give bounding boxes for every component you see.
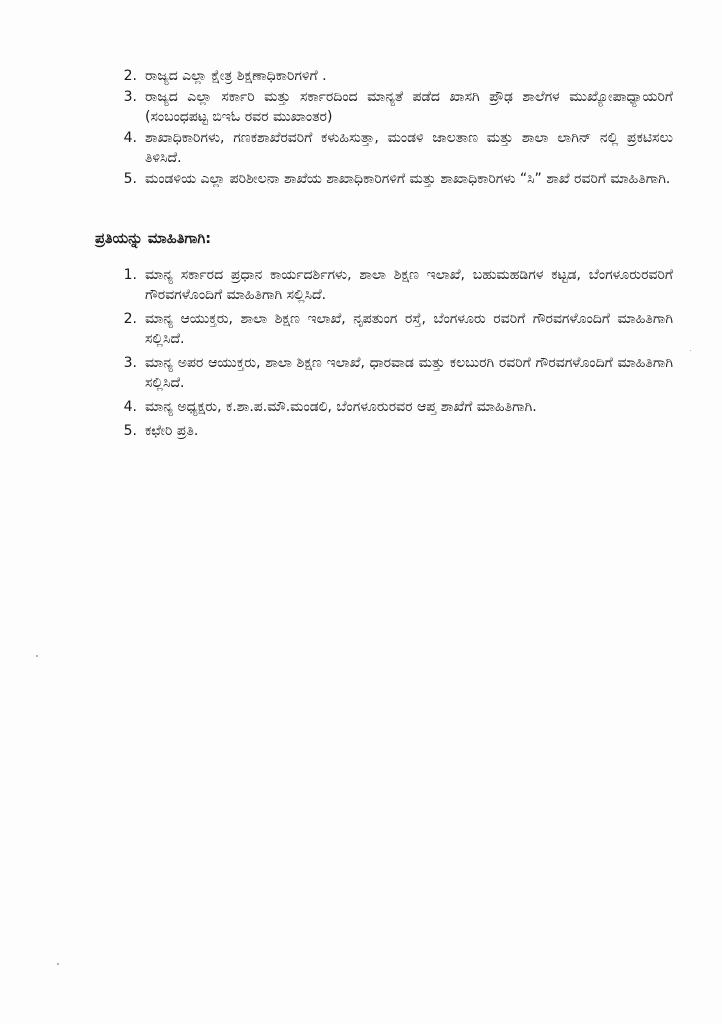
list-item [123, 309, 673, 349]
list-item-text: ಮಾನ್ಯ ಅಪರ ಆಯುಕ್ತರು, ಶಾಲಾ ಶಿಕ್ಷಣ ಇಲಾಖೆ, ಧಾರವಾಡ ಮತ್ತು ಕಲಬುರಗಿ ರವರಿಗೆ ಗೌರವಗಳೊಂದಿಗೆ ಮಾಹಿತಿಗಾಗಿ ಸಲ್ಲಿಸಿದೆ. [145, 355, 673, 391]
list-item-number: 3. [123, 89, 137, 105]
list-item [123, 353, 673, 393]
list-item [123, 421, 673, 441]
copy-list [123, 265, 673, 445]
list-item-number: 2. [123, 311, 137, 327]
list-item-number: 1. [123, 267, 137, 283]
distribution-list [123, 66, 673, 190]
scan-speck [690, 350, 691, 351]
list-item-text: ರಾಜ್ಯದ ಎಲ್ಲಾ ಸರ್ಕಾರಿ ಮತ್ತು ಸರ್ಕಾರದಿಂದ ಮಾನ್ಯತೆ ಪಡೆದ ಖಾಸಗಿ ಪ್ರೌಢ ಶಾಲೆಗಳ ಮುಖ್ಯೋಪಾಧ್ಯಾಯರಿಗೆ (ಸಂಬಂಧಪಟ್ಟ ಬಿಇಓ ರವರ ಮುಖಾಂತರ) [145, 89, 673, 125]
list-item [123, 265, 673, 305]
list-item-text: ಮಾನ್ಯ ಅಧ್ಯಕ್ಷರು, ಕ.ಶಾ.ಪ.ಮೌ.ಮಂಡಲಿ, ಬೆಂಗಳೂರುರವರ ಆಪ್ತ ಶಾಖೆಗೆ ಮಾಹಿತಿಗಾಗಿ. [145, 399, 537, 415]
scan-speck [36, 655, 38, 657]
list-item-text: ಶಾಖಾಧಿಕಾರಿಗಳು, ಗಣಕಶಾಖೆರವರಿಗೆ ಕಳುಹಿಸುತ್ತಾ, ಮಂಡಳಿ ಜಾಲತಾಣ ಮತ್ತು ಶಾಲಾ ಲಾಗಿನ್ ನಲ್ಲಿ ಪ್ರಕಟಿಸಲು ತಿಳಿಸಿದೆ. [145, 130, 673, 166]
list-item [123, 66, 673, 86]
list-item-number: 4. [123, 399, 137, 415]
list-item-text: ಮಾನ್ಯ ಆಯುಕ್ತರು, ಶಾಲಾ ಶಿಕ್ಷಣ ಇಲಾಖೆ, ನೃಪತುಂಗ ರಸ್ತೆ, ಬೆಂಗಳೂರು ರವರಿಗೆ ಗೌರವಗಳೊಂದಿಗೆ ಮಾಹಿತಿಗಾಗಿ ಸಲ್ಲಿಸಿದೆ. [145, 311, 673, 347]
scan-speck [57, 963, 59, 965]
list-item-number: 5. [123, 423, 137, 439]
list-item-number: 3. [123, 355, 137, 371]
list-item-text: ಕಛೇರಿ ಪ್ರತಿ. [145, 423, 199, 439]
list-item [123, 397, 673, 417]
list-item-number: 5. [123, 171, 137, 187]
list-item-number: 4. [123, 130, 137, 146]
list-item-text: ರಾಜ್ಯದ ಎಲ್ಲಾ ಕ್ಷೇತ್ರ ಶಿಕ್ಷಣಾಧಿಕಾರಿಗಳಿಗೆ . [145, 68, 327, 84]
list-item-number: 2. [123, 68, 137, 84]
list-item-text: ಮಂಡಳಿಯ ಎಲ್ಲಾ ಪರಿಶೀಲನಾ ಶಾಖೆಯ ಶಾಖಾಧಿಕಾರಿಗಳಿಗೆ ಮತ್ತು ಶಾಖಾಧಿಕಾರಿಗಳು “ಸಿ” ಶಾಖೆ ರವರಿಗೆ ಮಾಹಿತಿಗಾಗಿ. [145, 171, 671, 187]
list-item [123, 169, 673, 189]
list-item [123, 87, 673, 127]
copy-section-heading: ಪ್ರತಿಯನ್ನು ಮಾಹಿತಿಗಾಗಿ: [95, 231, 212, 247]
list-item [123, 128, 673, 168]
list-item-text: ಮಾನ್ಯ ಸರ್ಕಾರದ ಪ್ರಧಾನ ಕಾರ್ಯದರ್ಶಿಗಳು, ಶಾಲಾ ಶಿಕ್ಷಣ ಇಲಾಖೆ, ಬಹುಮಹಡಿಗಳ ಕಟ್ಟಡ, ಬೆಂಗಳೂರುರವರಿಗೆ ಗೌರವಗಳೊಂದಿಗೆ ಮಾಹಿತಿಗಾಗಿ ಸಲ್ಲಿಸಿದೆ. [145, 267, 673, 303]
